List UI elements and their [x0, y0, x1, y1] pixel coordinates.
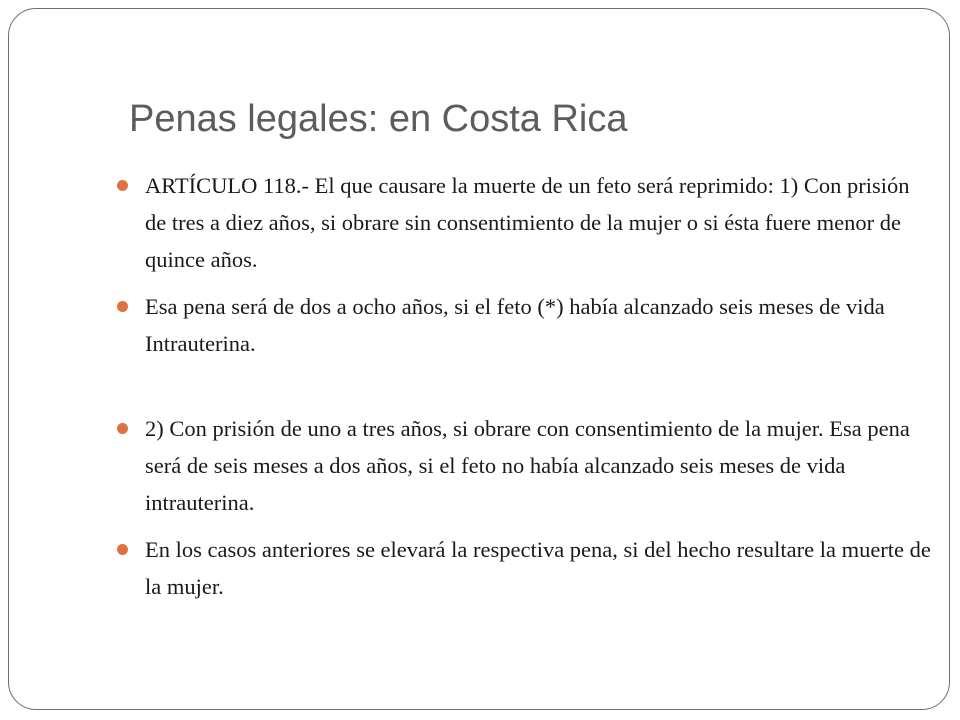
bullet-item — [115, 288, 935, 362]
bullet-list — [115, 167, 935, 605]
bullet-text: Esa pena será de dos a ocho años, si el feto (*) había alcanzado seis meses de vida Intrauterina. — [145, 294, 885, 356]
bullet-dot-icon — [117, 423, 128, 434]
slide-frame — [8, 8, 950, 710]
bullet-text: ARTÍCULO 118.- El que causare la muerte de un feto será reprimido: 1) Con prisión de tres a diez años, si obrare sin consentimiento de la mujer o si ésta fuere menor de quince años. — [145, 173, 910, 272]
bullet-item — [115, 167, 935, 278]
bullet-dot-icon — [117, 544, 128, 555]
bullet-text: En los casos anteriores se elevará la respectiva pena, si del hecho resultare la muerte de la mujer. — [145, 537, 931, 599]
bullet-item — [115, 410, 935, 521]
bullet-dot-icon — [117, 180, 128, 191]
bullet-dot-icon — [117, 301, 128, 312]
slide-title: Penas legales: en Costa Rica — [129, 98, 628, 140]
bullet-item — [115, 531, 935, 605]
bullet-text: 2) Con prisión de uno a tres años, si obrare con consentimiento de la mujer. Esa pena será de seis meses a dos años, si el feto no había alcanzado seis meses de vida intrauterina. — [145, 416, 910, 515]
